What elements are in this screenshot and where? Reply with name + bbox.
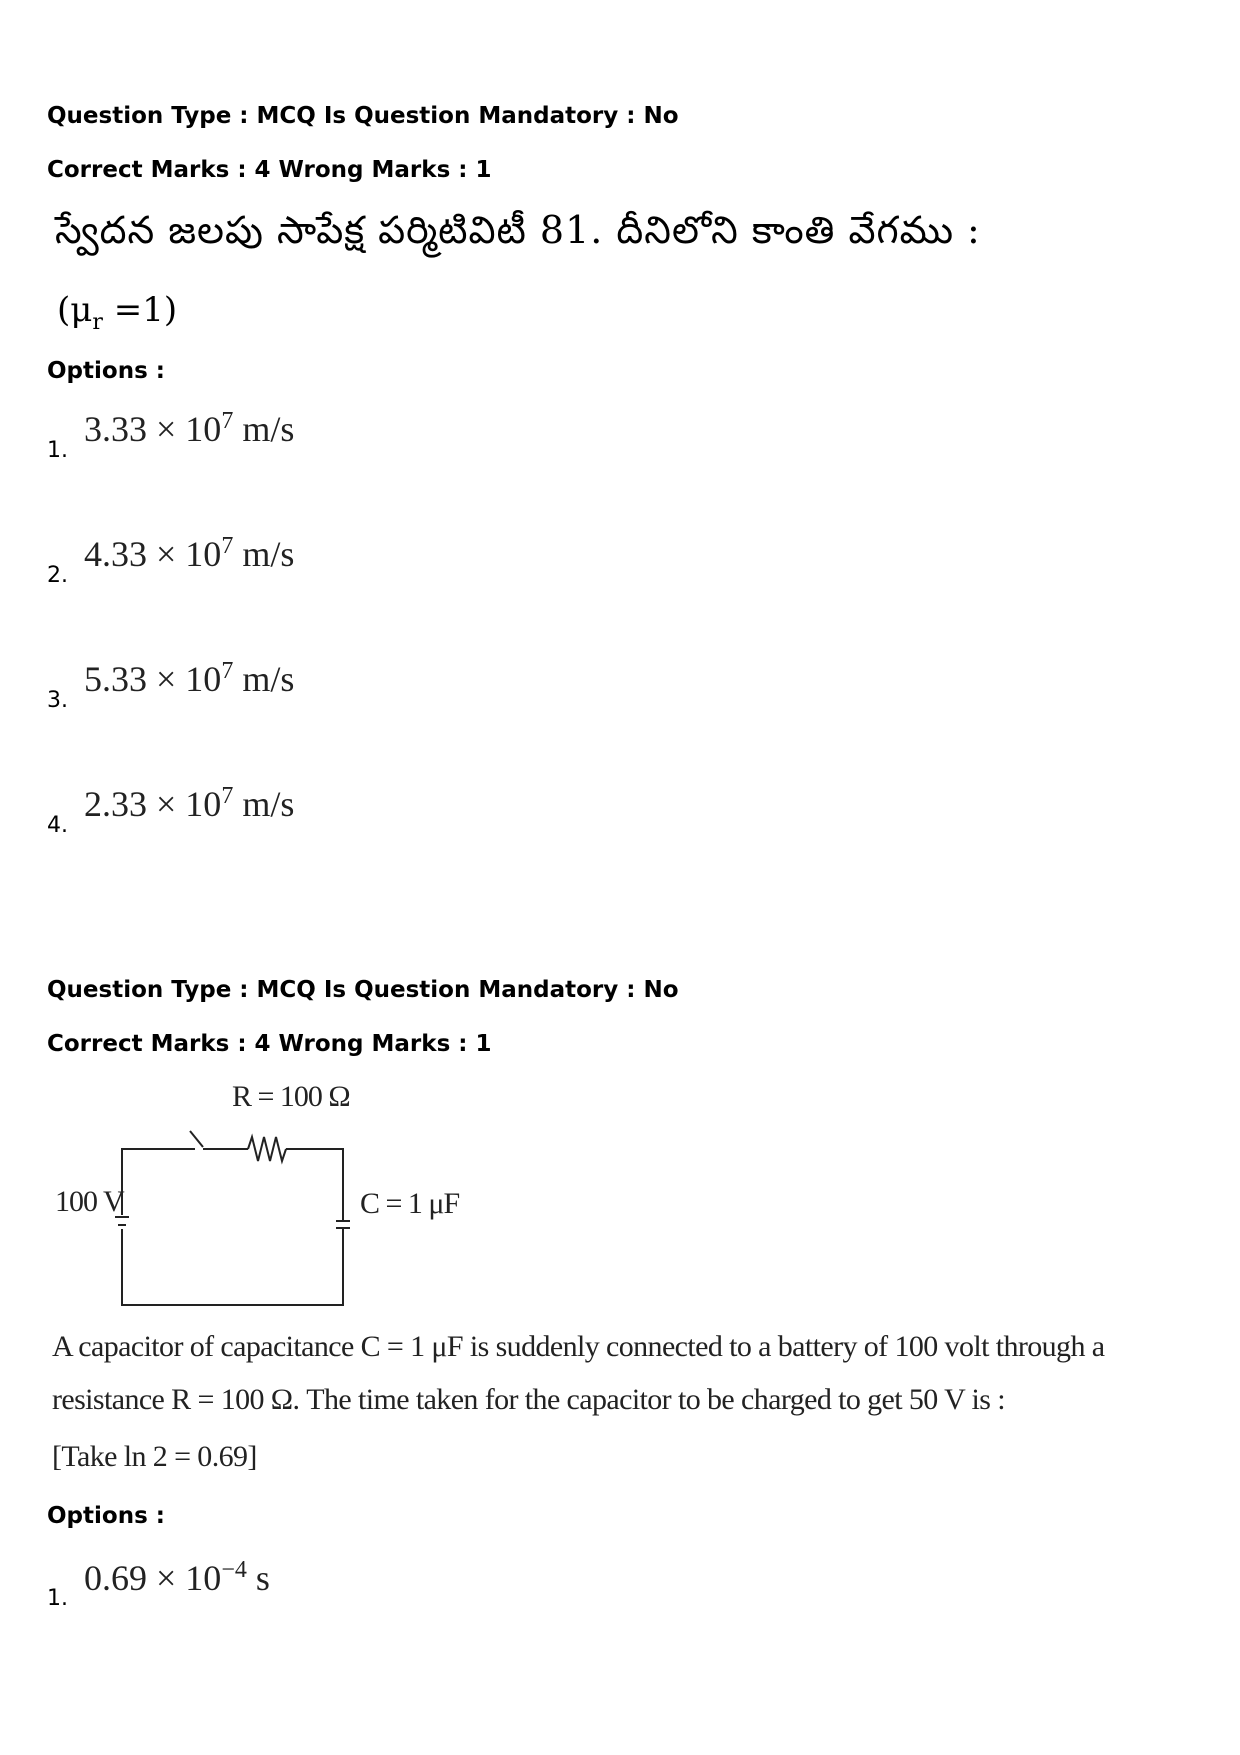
switch	[190, 1131, 203, 1147]
capacitor-label: C = 1 μF	[360, 1187, 460, 1220]
wire-left-top	[122, 1149, 195, 1215]
option-number: 4.	[47, 813, 68, 838]
q2-marks: Correct Marks : 4 Wrong Marks : 1	[47, 1031, 492, 1057]
option-number: 3.	[47, 688, 68, 713]
resistor-label: R = 100 Ω	[232, 1080, 350, 1113]
option-value: $4.33 \times 10^7$ m/s	[84, 533, 295, 574]
q1-marks: Correct Marks : 4 Wrong Marks : 1	[47, 157, 492, 183]
q2-question-line-1: A capacitor of capacitance C = 1 μF is suddenly connected to a battery of 100 volt through a	[52, 1330, 1105, 1363]
q2-question-line-2: resistance R = 100 Ω. The time taken for the capacitor to be charged to get 50 V is :	[52, 1383, 1005, 1416]
circuit-wires	[100, 1125, 360, 1315]
q1-question-text: స్వేదన జలపు సాపేక్ష పర్మిటివిటీ 81. దీనిలోని కాంతి వేగము :	[55, 208, 981, 252]
battery-label: 100 V	[55, 1185, 124, 1218]
q1-question-type: Question Type : MCQ Is Question Mandatory : No	[47, 103, 679, 129]
option-value: $0.69 \times 10^{-4}$ s	[84, 1557, 270, 1598]
q1-permeability-note: $(\mu_r =1)$	[57, 290, 178, 335]
option-number: 2.	[47, 563, 68, 588]
q1-options-label: Options :	[47, 358, 165, 384]
q2-options-label: Options :	[47, 1503, 165, 1529]
option-number: 1.	[47, 1586, 68, 1611]
option-number: 1.	[47, 438, 68, 463]
wire-right-top	[286, 1149, 343, 1220]
option-value: $3.33 \times 10^7$ m/s	[84, 408, 295, 449]
option-value: $5.33 \times 10^7$ m/s	[84, 658, 295, 699]
wire-bottom	[122, 1229, 343, 1305]
option-value: $2.33 \times 10^7$ m/s	[84, 783, 295, 824]
resistor-zigzag	[248, 1137, 286, 1161]
q2-question-type: Question Type : MCQ Is Question Mandatory : No	[47, 977, 679, 1003]
q2-question-line-3: [Take ln 2 = 0.69]	[52, 1440, 257, 1473]
